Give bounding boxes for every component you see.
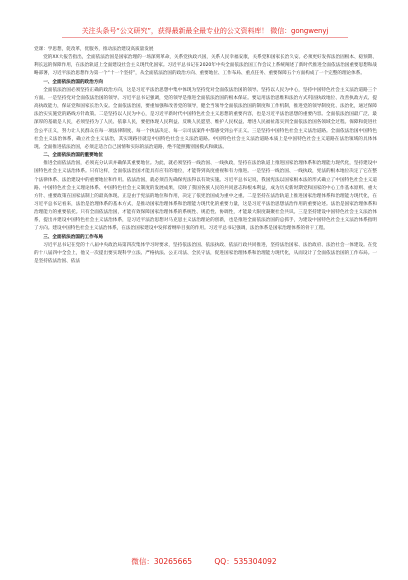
paragraph-political-direction: 全面依法治国必须坚持正确的政治方向，这是习近平法治思想中集中体现为坚持党对全面依法治国的领导。坚持以人民为中心，坚持中国特色社会主义法治道路三个方面。一是坚持党对全面依法治国的领导。习近平总书记强调，党的领导是推进全面依法治国的根本保证。要运用法治思维和法治方式巩固执政地位、改善执政方式、提高执政能力，保证党和国家长治久安。全面依法治国，要重加强和改善党的领导，健全当领导全面依法治国的制度和工作机制，推进党的领导制度化、法治化，通过保障法治实实施党的路线方针政策。二是坚持以人民为中心，是习近平新时代中国特色社会主义思想的重要内容，也是习近平法治思想的重要内容。全面依法治国最广泛、最深厚的基础是人民，必须坚持为了人民、依靠人民，要把体现人民利益、反映人民愿望、维护人民权益、增进人民福祉落实到全面依法治国各领域全过程。保障和促进社会公平正义，努力让人民群众在每一项法律制度、每一个执法决定、每一宗司法案件中都感受到公平正义。三是坚持中国特色社会主义法治道路。全面依法治国中国特色社会主义法治体系，确立社会主义法治，其实现路径就是中国特色社会主义法治道路。中国特色社会主义法治道路本质上是中国特色社会主义道路在法治领域的具体体现。全面推进依法治国，必须走适合自己国情和实际的法治道路，绝不能照搬别国模式和做法。 <box>34 87 377 150</box>
paragraph-important-status: 推进全面依法治国，必须充分认识并确保其重要地位。为此，就必须坚持一线治国、一线执政，坚持在法治轨道上推进国家治理体系和治理能力现代化，坚持建设中国特色社会主义法治体系。只有这样，全面依法治国才能具有应有的地位，才能得到高度重视和有力推进。一是坚持一线治国、一线执政，宪法的根本地位决定了它在整个法律体系、法治建设中的重要地位和作用。依法治国，就必须首先确保宪法得以有效实施。习近平总书记说，我国宪法以国家根本法的形式确立了中国特色社会主义道路、中国特色社会主义理论体系、中国特色社会主义制度的发展成果，反映了我国各族人民的共同意志和根本利益，成为历史新时期党和国家的中心工作基本原则、重大方针、重要政策在国家法制上的最高体现。正是由于宪法的地位和作用，决定了依宪治国成为重中之重。二是坚持在法治轨道上推进国家治理体系和治理能力现代化，在习近平总书记看来，法治是治理体系的基本方式，是推动国家治理体系和治理能力现代化的重要力量，这是习近平法治思想法治作用的重要论述。法治是国家治理体系和治理能力的重要依托。只有全面依法治国，才能有效保障国家治理体系的系统性、规范性、协调性，才能最大限度凝聚社会共识。三是坚持建设中国特色社会主义法治体系，提出并建设中国特色社会主义法治体系，是习近平法治思想对马克思主义法治理论的创新，也是推进全面依法治国的总抓手，为建设中国特色社会主义法治体系指明了方向。建设中国特色社会主义法治体系，在法治国家建设中发挥着纲举目张的作用。习近平总书记强调，法治体系是国家治理体系的骨干工程。 <box>34 161 377 232</box>
section-heading-2: 二、全面依法治国的重要地位 <box>43 153 103 159</box>
qq-contact: QQ：535304092 <box>214 557 277 566</box>
promo-banner: 关注头条号“公文研究”，获得最新最全最专业的公文资料库！ 微信：gongwenyj <box>62 25 348 38</box>
section-heading-1: 一、全面依法治国的政治方向 <box>43 79 103 85</box>
document-title-line: 党课：学思想，促改革，优服务，推动法治建设高质量发展 <box>34 47 154 52</box>
document-body <box>34 46 377 266</box>
section-heading-3: 三、全面依法治国的工作布局 <box>43 234 103 240</box>
paragraph-intro: 党的XX大报告指出，全面依法治国是国家治理的一场深刻革命，关系党执政兴国，关系人民幸福安康，关系党和国家长治久安。必须更好发挥法治固根本、稳预期、利长远的保障作用，在法治轨道上全面建设社会主义现代化国家。习近平总书记在2020年中央全面依法治国工作会议上系统阐述了新时代推进全面依法治国重要思想和战略部署，习近平法治思想作为第一个“十一个坚持”，从全面依法治国的政治方向、重要地位、工作布局、重点任务、重要保障五个方面构成了一个完整的理论体系。 <box>34 55 377 77</box>
paragraph-work-layout: 习近平总书记在党的十八届中央政治局第四次集体学习时要求，坚持依法治国、依法执政、依法行政共同推进，坚持法治国家、法治政府、法治社会一体建设。在党的十八届四中全会上，他又一次提出要实现科学立法、严格执法、公正司法、全民守法，促进国家治理体系和治理能力现代化，从而设计了全面依法治国的工作布局。一是坚持依法治国、依法 <box>34 242 377 265</box>
page-footer <box>0 556 408 570</box>
wechat-contact: 微信：30265665 <box>131 557 193 566</box>
